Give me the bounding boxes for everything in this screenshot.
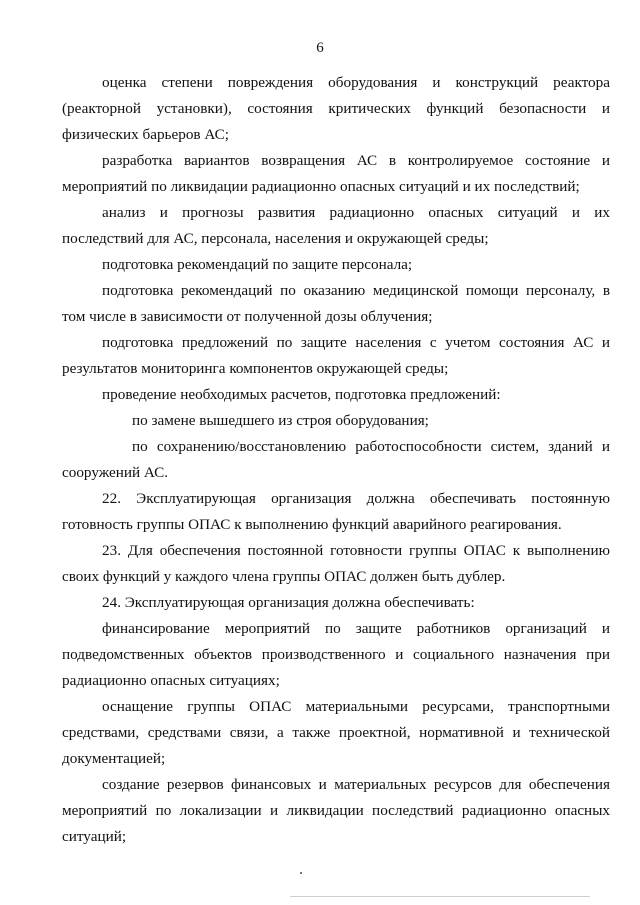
document-body — [62, 70, 610, 850]
clause-22: 22. Эксплуатирующая организация должна обеспечивать постоянную готовность группы ОПАС к выполнению функций аварийного реагирования. — [62, 490, 610, 533]
paragraph: оценка степени повреждения оборудования и конструкций реактора (реакторной установки), состояния критических функций безопасности и физических барьеров АС; — [62, 74, 610, 143]
scan-speck — [300, 872, 302, 874]
paragraph: финансирование мероприятий по защите работников организаций и подведомственных объектов производственного и социального назначения при радиационно опасных ситуациях; — [62, 620, 610, 689]
paragraph: разработка вариантов возвращения АС в контролируемое состояние и мероприятий по ликвидации радиационно опасных ситуаций и их последствий; — [62, 152, 610, 195]
paragraph: подготовка рекомендаций по оказанию медицинской помощи персоналу, в том числе в зависимости от полученной дозы облучения; — [62, 282, 610, 325]
sub-paragraph: по замене вышедшего из строя оборудования; — [132, 412, 429, 429]
paragraph: анализ и прогнозы развития радиационно опасных ситуаций и их последствий для АС, персонала, населения и окружающей среды; — [62, 204, 610, 247]
scan-edge-line — [290, 896, 590, 897]
paragraph: оснащение группы ОПАС материальными ресурсами, транспортными средствами, средствами связи, а также проектной, нормативной и технической документацией; — [62, 698, 610, 767]
clause-23: 23. Для обеспечения постоянной готовности группы ОПАС к выполнению своих функций у каждого члена группы ОПАС должен быть дублер. — [62, 542, 610, 585]
paragraph: проведение необходимых расчетов, подготовка предложений: — [102, 386, 501, 403]
clause-24: 24. Эксплуатирующая организация должна обеспечивать: — [102, 594, 475, 611]
paragraph: подготовка предложений по защите населения с учетом состояния АС и результатов мониторинга компонентов окружающей среды; — [62, 334, 610, 377]
sub-paragraph: по сохранению/восстановлению работоспособности систем, зданий и сооружений АС. — [62, 438, 610, 481]
page-number: 6 — [316, 40, 324, 56]
paragraph: подготовка рекомендаций по защите персонала; — [102, 256, 413, 273]
paragraph: создание резервов финансовых и материальных ресурсов для обеспечения мероприятий по локализации и ликвидации последствий радиационно опасных ситуаций; — [62, 776, 610, 845]
